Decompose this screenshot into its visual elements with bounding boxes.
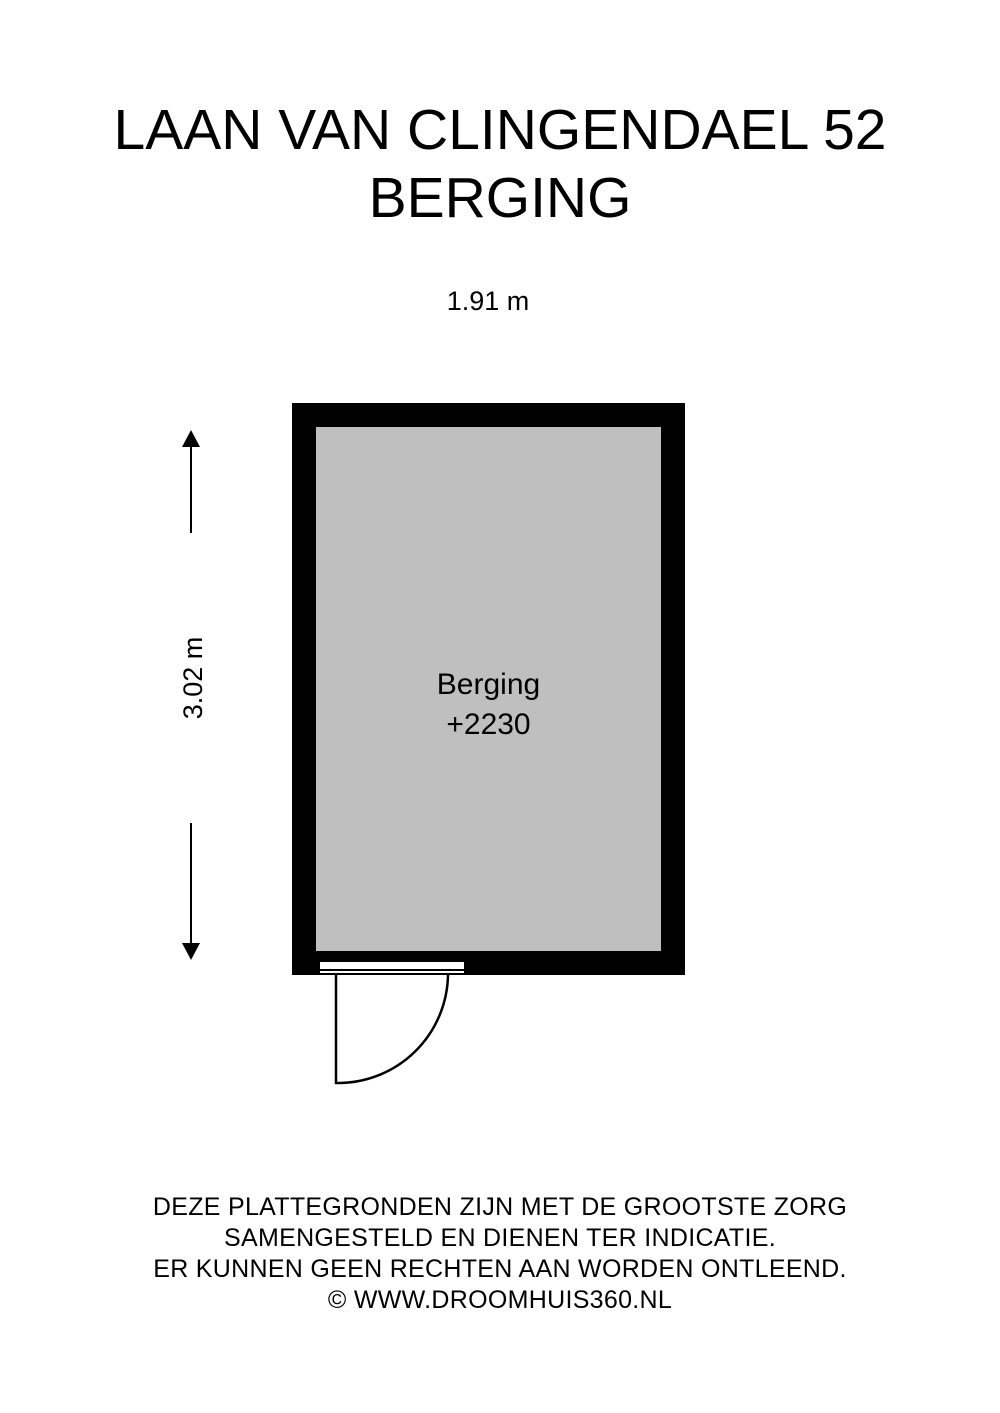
footer-copyright: © WWW.DROOMHUIS360.NL (327, 1286, 673, 1314)
room-name-label: Berging (436, 668, 541, 701)
footer-line-3: ER KUNNEN GEEN RECHTEN AAN WORDEN ONTLEEND. (153, 1255, 847, 1283)
width-dimension (313, 283, 663, 323)
height-dimension (168, 430, 228, 960)
footer-disclaimer (0, 1192, 1000, 1316)
width-dimension-label: 1.91 m (313, 283, 663, 319)
door-swing-arc (318, 973, 470, 1085)
arrow-up-icon (182, 430, 200, 447)
title-subject: BERGING (368, 166, 632, 230)
room-level-label: +2230 (446, 708, 531, 741)
door-symbol (318, 960, 468, 1085)
door-leaf-line (320, 969, 468, 971)
room-berging (292, 403, 685, 975)
footer-line-1: DEZE PLATTEGRONDEN ZIJN MET DE GROOTSTE ZORG (152, 1193, 848, 1221)
height-dimension-label: 3.02 m (175, 533, 211, 823)
title-address: LAAN VAN CLINGENDAEL 52 (113, 98, 887, 162)
footer-line-2: SAMENGESTELD EN DIENEN TER INDICATIE. (224, 1224, 776, 1252)
arrow-down-icon (182, 943, 200, 960)
